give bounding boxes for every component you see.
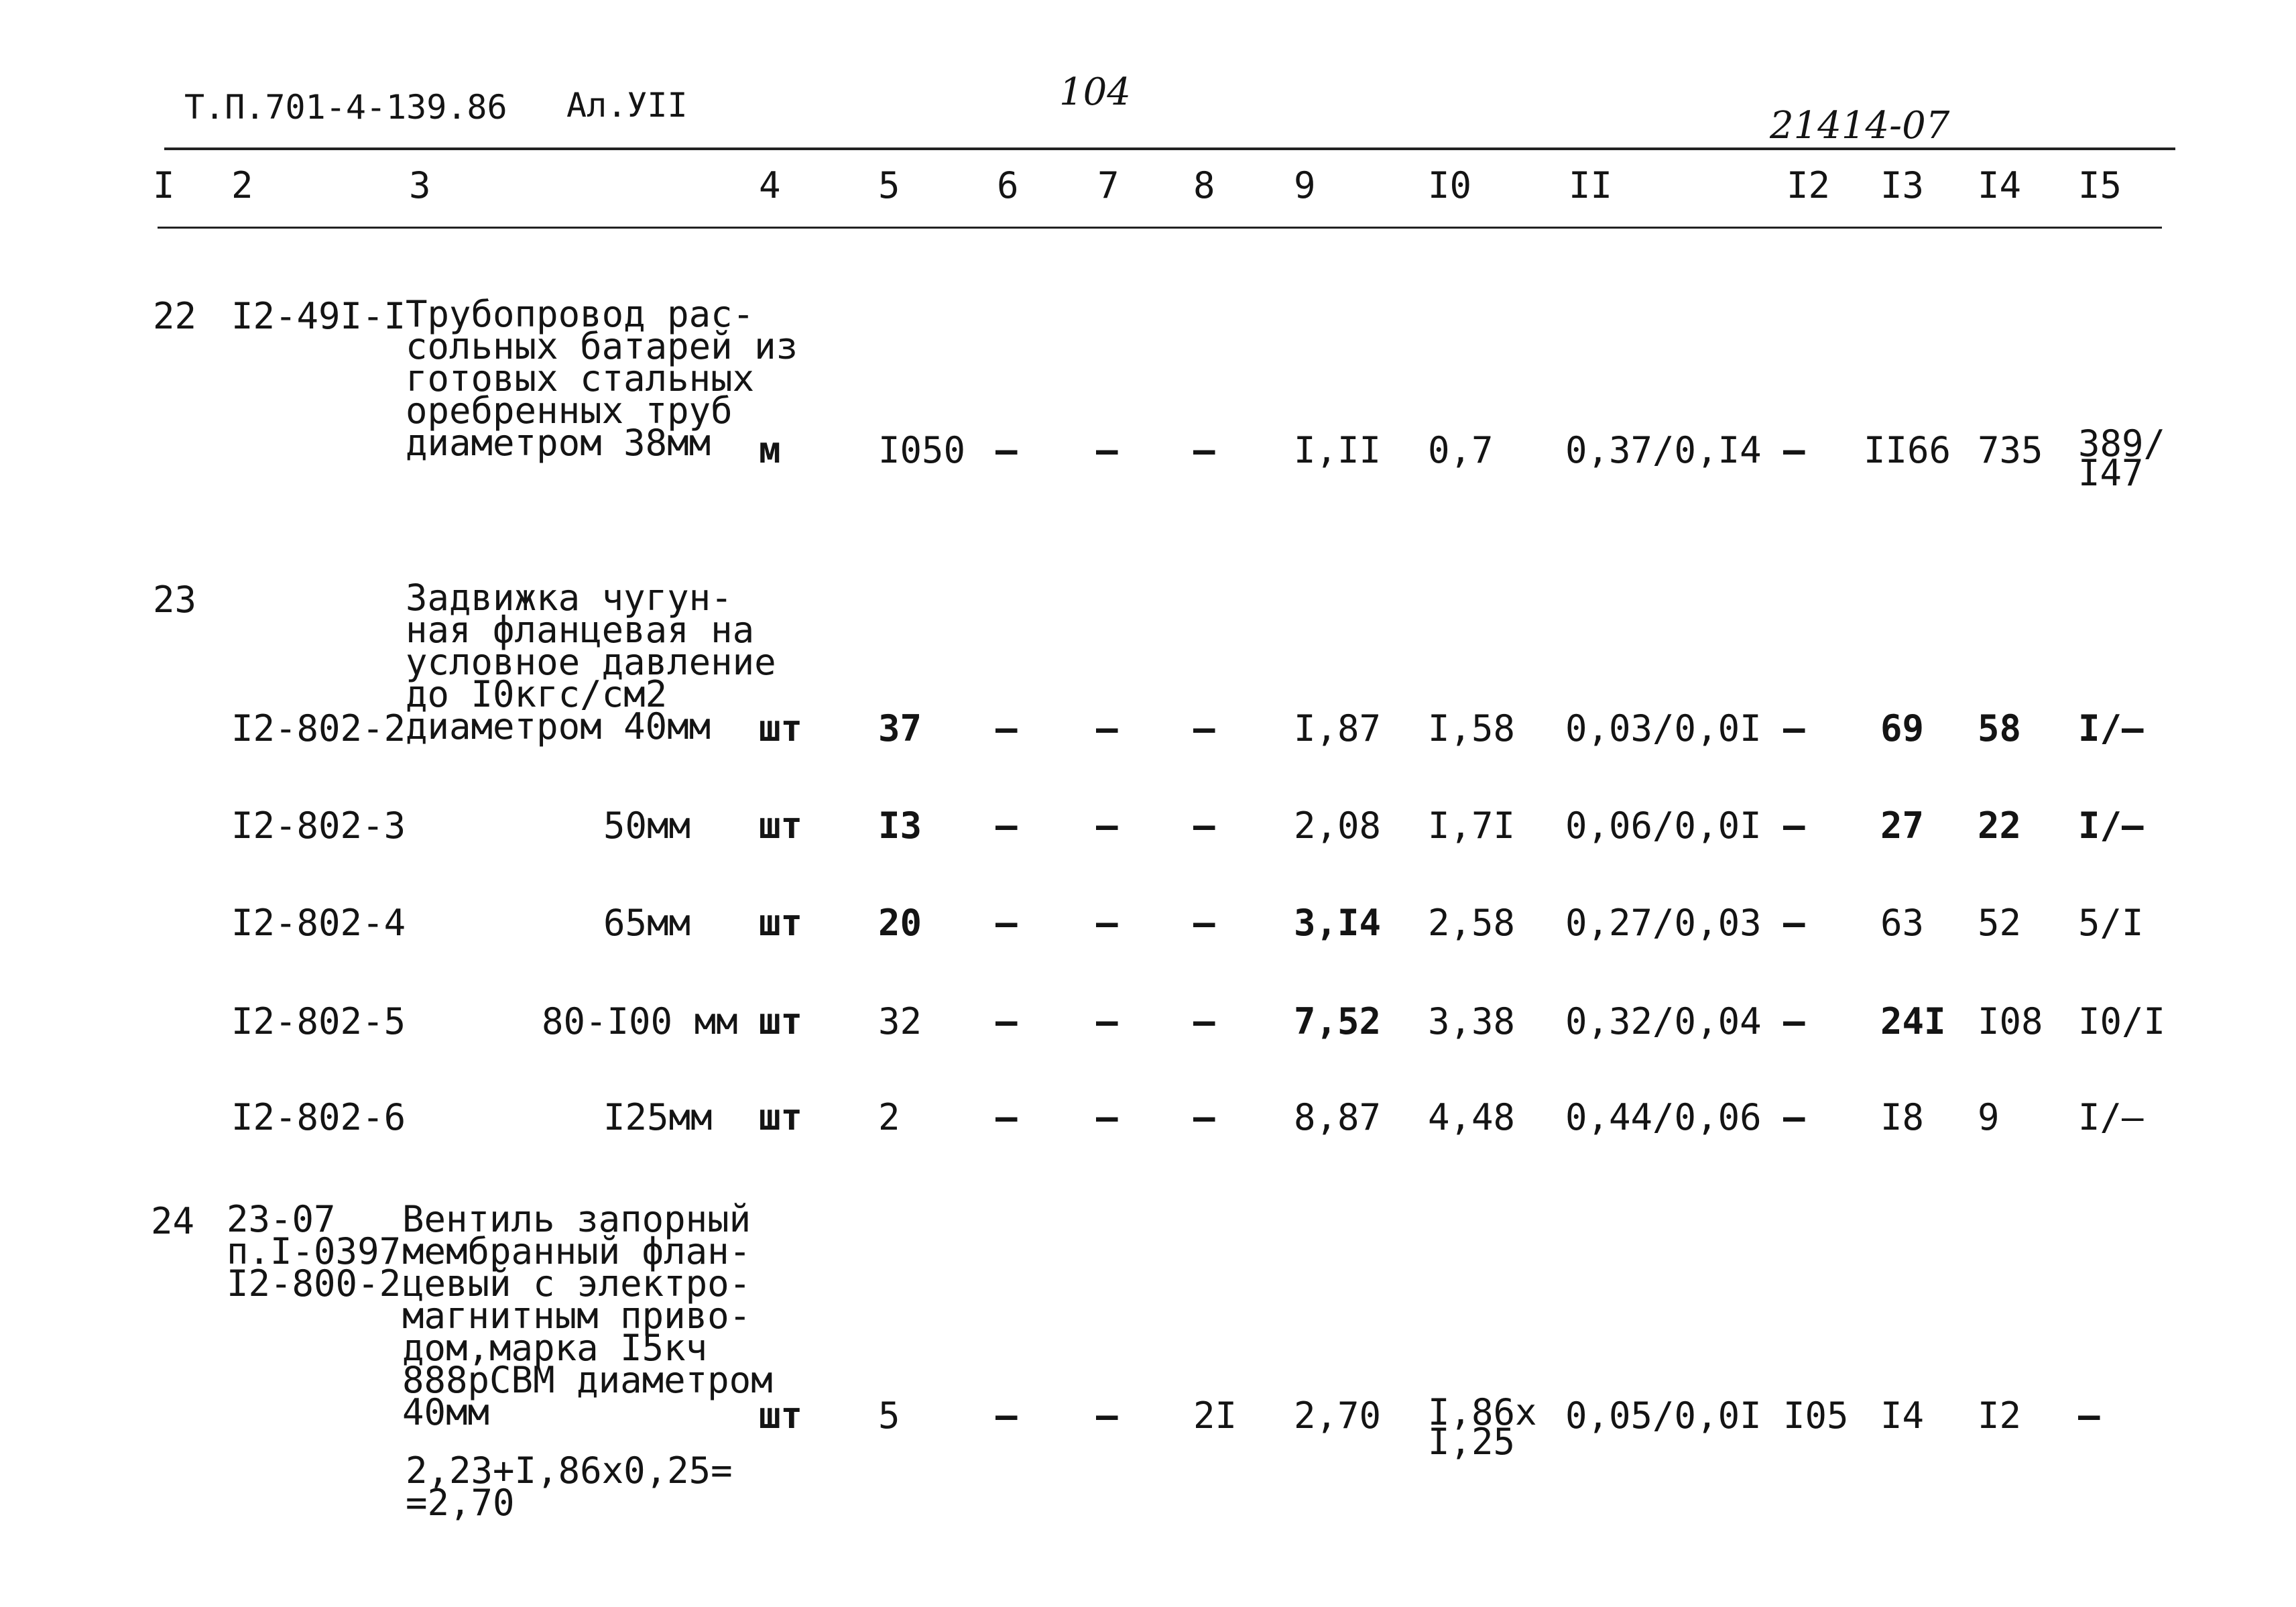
cell-6: – [995,805,1018,847]
unit: шт [759,707,803,750]
cell-10: 0,7 [1428,429,1494,471]
cell-14: 9 [1978,1096,2000,1138]
cell-5: 32 [878,1000,922,1043]
cell-13: II66 [1864,429,1951,471]
cell-8: – [1193,429,1215,471]
item-code: I2-802-3 [231,805,406,847]
cell-11: 0,05/0,0I [1565,1394,1762,1437]
cell-13: 24I [1880,1000,1946,1043]
col-header-1: I [153,164,175,206]
cell-8: – [1193,1000,1215,1043]
item-code: I2-802-4 [231,902,406,944]
cell-13: I8 [1880,1096,1925,1138]
col-header-10: I0 [1428,164,1472,206]
cell-11: 0,06/0,0I [1565,805,1762,847]
cell-11: 0,03/0,0I [1565,707,1762,750]
item-description: 80-I00 мм [542,1000,738,1043]
cell-15: – [2078,1394,2100,1437]
col-header-2: 2 [231,164,253,206]
cell-12: – [1783,902,1805,944]
page-number: 104 [1059,70,1131,114]
col-header-15: I5 [2078,164,2122,206]
cell-6: – [995,1394,1018,1437]
unit: шт [759,805,803,847]
item-description: Трубопровод рас- сольных батарей из готовых стальных оребренных труб диаметром 38мм [406,293,798,464]
cell-9: 3,I4 [1294,902,1382,944]
cell-15: I0/I [2078,1000,2166,1043]
cell-6: – [995,1096,1018,1138]
cell-12: – [1783,1000,1805,1043]
cell-5: 20 [878,902,922,944]
cell-14: 58 [1978,707,2022,750]
cell-15: 5/I [2078,902,2144,944]
cell-9: 7,52 [1294,1000,1382,1043]
cell-15: I/– [2078,707,2144,750]
cell-10: 4,48 [1428,1096,1516,1138]
unit: шт [759,1394,803,1437]
item-description: Задвижка чугун- ная фланцевая на условное давление до I0кгс/см2 диаметром 40мм [406,577,776,748]
cell-9: I,87 [1294,707,1382,750]
cell-9: 8,87 [1294,1096,1382,1138]
cell-7: – [1096,429,1118,471]
unit: шт [759,1096,803,1138]
cell-14: I2 [1978,1394,2022,1437]
item-description: 50мм [603,805,691,847]
item-description: 65мм [603,902,691,944]
cell-10: 2,58 [1428,902,1516,944]
cell-13: 63 [1880,902,1925,944]
cell-10: I,7I [1428,805,1516,847]
album-label: Ал.УII [566,86,688,125]
cell-9: 2,70 [1294,1394,1382,1437]
col-header-13: I3 [1880,164,1925,206]
row-number: 23 [153,579,197,621]
cell-8: – [1193,805,1215,847]
doc-code: Т.П.701-4-139.86 [184,88,507,127]
cell-5: 37 [878,707,922,750]
cell-11: 0,27/0,03 [1565,902,1762,944]
row-number: 24 [151,1200,195,1242]
cell-14: 735 [1978,429,2043,471]
cell-8: 2I [1193,1394,1237,1437]
cell-6: – [995,707,1018,750]
col-header-14: I4 [1978,164,2022,206]
item-code: 23-07 п.I-0397 I2-800-2 [227,1198,402,1305]
cell-8: – [1193,1096,1215,1138]
col-header-11: II [1569,164,1613,206]
cell-12: – [1783,1096,1805,1138]
cell-9: 2,08 [1294,805,1382,847]
row-number: 22 [153,295,197,337]
cell-10: 3,38 [1428,1000,1516,1043]
col-header-6: 6 [997,164,1019,206]
cell-10: I,86x I,25 [1428,1391,1537,1463]
top-rule [164,147,2175,150]
cell-5: 2 [878,1096,900,1138]
cell-14: 52 [1978,902,2022,944]
item-description: Вентиль запорный мембранный флан- цевый с электро- магнитным приво- дом,марка I5кч 888рСВМ диаметром 40мм [402,1198,773,1433]
unit: шт [759,902,803,944]
col-header-4: 4 [759,164,781,206]
cell-7: – [1096,1000,1118,1043]
item-code: I2-802-2 [231,707,406,750]
cell-11: 0,44/0,06 [1565,1096,1762,1138]
cell-13: I4 [1880,1394,1925,1437]
item-description: I25мм [603,1096,713,1138]
archive-number: 21414-07 [1770,104,1950,147]
col-header-7: 7 [1097,164,1120,206]
cell-6: – [995,1000,1018,1043]
cell-7: – [1096,1394,1118,1437]
unit: шт [759,1000,803,1043]
cell-11: 0,37/0,I4 [1565,429,1762,471]
cell-10: I,58 [1428,707,1516,750]
cell-15: I/– [2078,805,2144,847]
cell-11: 0,32/0,04 [1565,1000,1762,1043]
cell-12: – [1783,429,1805,471]
cell-14: 22 [1978,805,2022,847]
cell-15: 389/ I47 [2078,422,2166,494]
cell-5: I3 [878,805,922,847]
cell-7: – [1096,805,1118,847]
col-header-9: 9 [1294,164,1316,206]
cell-12: – [1783,805,1805,847]
cell-5: 5 [878,1394,900,1437]
col-header-5: 5 [878,164,900,206]
item-code: I2-49I-I [231,295,406,337]
unit: м [759,429,781,471]
cell-7: – [1096,707,1118,750]
cell-13: 69 [1880,707,1925,750]
item-code: I2-802-5 [231,1000,406,1043]
cell-13: 27 [1880,805,1925,847]
cell-7: – [1096,1096,1118,1138]
cell-8: – [1193,707,1215,750]
item-code: I2-802-6 [231,1096,406,1138]
calculation-formula: 2,23+I,86x0,25= =2,70 [406,1449,733,1524]
cell-12: I05 [1783,1394,1849,1437]
header-rule [158,227,2162,229]
cell-7: – [1096,902,1118,944]
col-header-8: 8 [1193,164,1215,206]
cell-5: I050 [878,429,966,471]
cell-8: – [1193,902,1215,944]
col-header-3: 3 [409,164,431,206]
cell-12: – [1783,707,1805,750]
cell-14: I08 [1978,1000,2043,1043]
cell-6: – [995,429,1018,471]
col-header-12: I2 [1787,164,1831,206]
cell-15: I/– [2078,1096,2144,1138]
cell-9: I,II [1294,429,1382,471]
cell-6: – [995,902,1018,944]
